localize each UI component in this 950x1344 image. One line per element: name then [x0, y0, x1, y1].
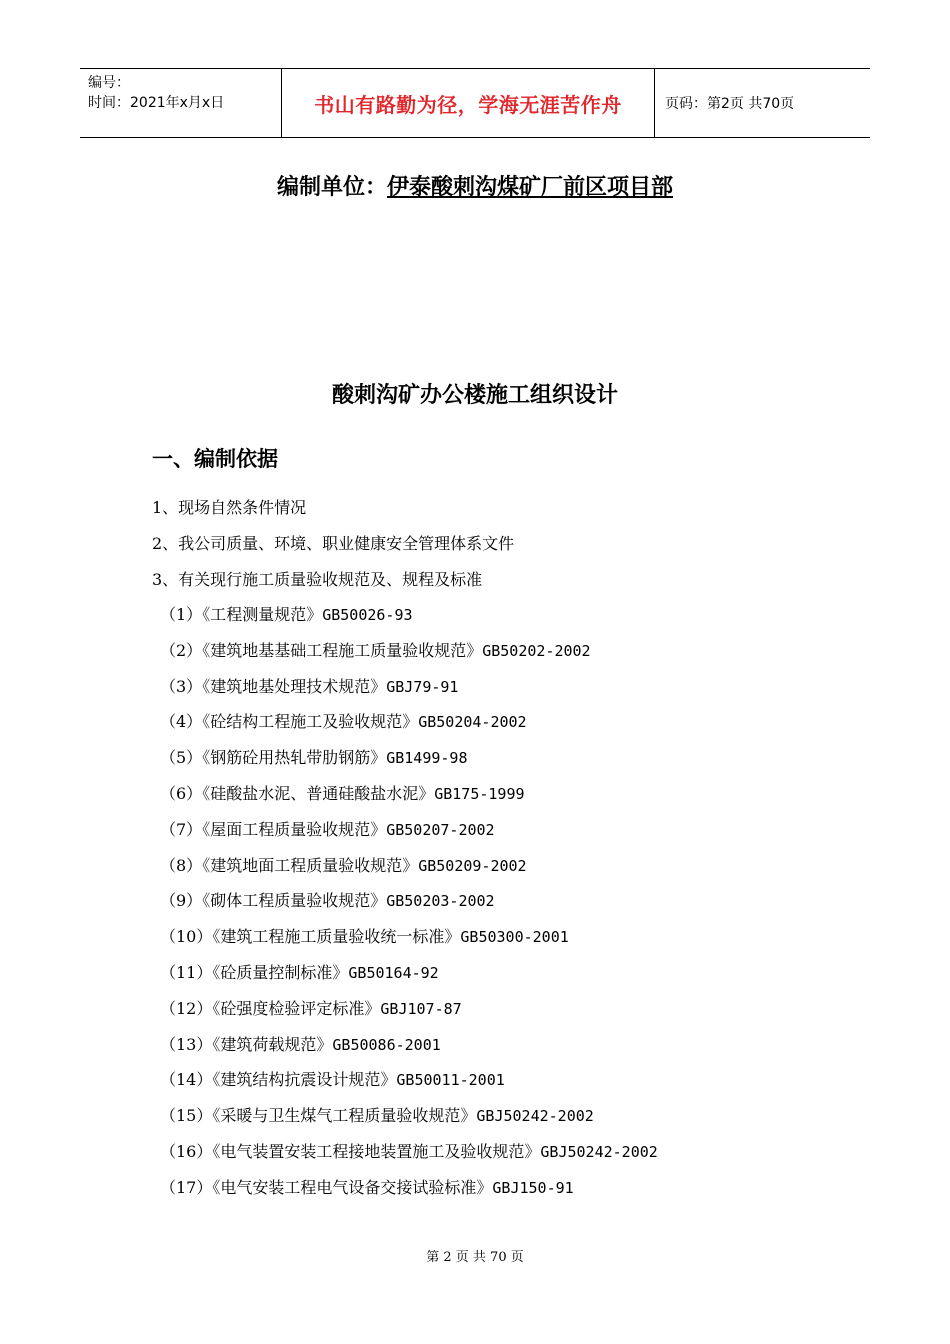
- standard-code: GB50202-2002: [482, 641, 591, 660]
- standard-name: 《电气装置安装工程接地装置施工及验收规范》: [212, 1141, 541, 1161]
- standard-item: [160, 1062, 658, 1098]
- standard-name: 《建筑工程施工质量验收统一标准》: [212, 927, 461, 947]
- standard-name: 《建筑地基基础工程施工质量验收规范》: [202, 640, 483, 660]
- standard-item: [160, 776, 658, 812]
- standard-code: GB1499-98: [386, 749, 468, 768]
- page-info: 页码：第2页 共70页: [665, 96, 795, 112]
- standard-item: [160, 669, 658, 705]
- compiling-unit: [0, 170, 950, 201]
- standard-number: （10）: [160, 927, 213, 947]
- standard-number: （14）: [160, 1070, 213, 1090]
- standard-name: 《屋面工程质量验收规范》: [202, 819, 387, 839]
- standard-code: GB50164-92: [348, 963, 439, 982]
- standard-number: （16）: [160, 1141, 213, 1161]
- standard-code: GB50204-2002: [418, 713, 527, 732]
- standard-number: （4）: [160, 712, 203, 732]
- list-item: 2、我公司质量、环境、职业健康安全管理体系文件: [152, 533, 515, 553]
- standards-list: [160, 597, 658, 1206]
- standard-item: [160, 1170, 658, 1206]
- unit-value: 伊泰酸刺沟煤矿厂前区项目部: [387, 174, 674, 200]
- standard-name: 《硅酸盐水泥、普通硅酸盐水泥》: [202, 783, 435, 803]
- standard-name: 《电气安装工程电气设备交接试验标准》: [212, 1177, 493, 1197]
- standard-name: 《砼结构工程施工及验收规范》: [202, 712, 419, 732]
- standard-number: （12）: [160, 998, 213, 1018]
- standard-number: （15）: [160, 1106, 213, 1126]
- standard-code: GBJ79-91: [386, 677, 459, 696]
- standard-code: GBJ107-87: [380, 999, 462, 1018]
- standard-number: （6）: [160, 783, 203, 803]
- header-motto-cell: [282, 69, 655, 137]
- standard-code: GBJ150-91: [492, 1178, 574, 1197]
- standard-number: （11）: [160, 962, 213, 982]
- standard-item: [160, 991, 658, 1027]
- standard-code: GB50300-2001: [460, 928, 569, 947]
- standard-code: GB50026-93: [322, 606, 413, 624]
- basis-list: [152, 490, 514, 597]
- standard-number: （2）: [160, 640, 203, 660]
- standard-number: （5）: [160, 748, 203, 768]
- standard-name: 《工程测量规范》: [202, 605, 323, 624]
- header-page-cell: [655, 69, 870, 137]
- standard-item: [160, 883, 658, 919]
- standard-name: 《采暖与卫生煤气工程质量验收规范》: [212, 1106, 477, 1126]
- time-label: 时间：2021年x月x日: [88, 95, 225, 111]
- standard-name: 《钢筋砼用热轧带肋钢筋》: [202, 748, 387, 768]
- standard-item: [160, 597, 658, 633]
- standard-name: 《建筑地基处理技术规范》: [202, 676, 387, 696]
- motto-text: 书山有路勤为径，学海无涯苦作舟: [314, 92, 622, 117]
- standard-code: GBJ50242-2002: [476, 1107, 594, 1126]
- header-meta-cell: [80, 69, 282, 137]
- list-item: 3、有关现行施工质量验收规范及、规程及标准: [152, 569, 483, 589]
- standard-item: [160, 633, 658, 669]
- standard-item: [160, 1134, 658, 1170]
- page-header: [80, 68, 870, 138]
- standard-code: GB50207-2002: [386, 820, 495, 839]
- standard-name: 《砌体工程质量验收规范》: [202, 891, 387, 911]
- standard-code: GB50209-2002: [418, 856, 527, 875]
- standard-name: 《建筑荷载规范》: [212, 1034, 333, 1054]
- standard-number: （13）: [160, 1034, 213, 1054]
- standard-name: 《砼强度检验评定标准》: [212, 998, 381, 1018]
- standard-number: （1）: [160, 605, 203, 624]
- standard-number: （7）: [160, 819, 203, 839]
- standard-code: GB50086-2001: [332, 1035, 441, 1054]
- standard-code: GB50203-2002: [386, 892, 495, 911]
- page-footer: 第 2 页 共 70 页: [426, 1250, 524, 1265]
- standard-item: [160, 740, 658, 776]
- standard-number: （8）: [160, 855, 203, 875]
- standard-item: [160, 848, 658, 884]
- standard-item: [160, 812, 658, 848]
- number-label: 编号：: [88, 75, 130, 91]
- standard-code: GB175-1999: [434, 784, 525, 803]
- standard-code: GB50011-2001: [396, 1071, 505, 1090]
- section-heading: 一、编制依据: [152, 446, 278, 471]
- standard-code: GBJ50242-2002: [540, 1142, 658, 1161]
- unit-label: 编制单位：: [276, 174, 387, 200]
- standard-item: [160, 1098, 658, 1134]
- standard-name: 《建筑地面工程质量验收规范》: [202, 855, 419, 875]
- standard-item: [160, 955, 658, 991]
- standard-item: [160, 1027, 658, 1063]
- standard-item: [160, 919, 658, 955]
- standard-number: （3）: [160, 676, 203, 696]
- standard-number: （17）: [160, 1177, 213, 1197]
- standard-name: 《建筑结构抗震设计规范》: [212, 1070, 397, 1090]
- standard-name: 《砼质量控制标准》: [212, 962, 349, 982]
- list-item: 1、现场自然条件情况: [152, 498, 307, 517]
- document-title: 酸刺沟矿办公楼施工组织设计: [331, 382, 618, 408]
- standard-number: （9）: [160, 891, 203, 911]
- standard-item: [160, 704, 658, 740]
